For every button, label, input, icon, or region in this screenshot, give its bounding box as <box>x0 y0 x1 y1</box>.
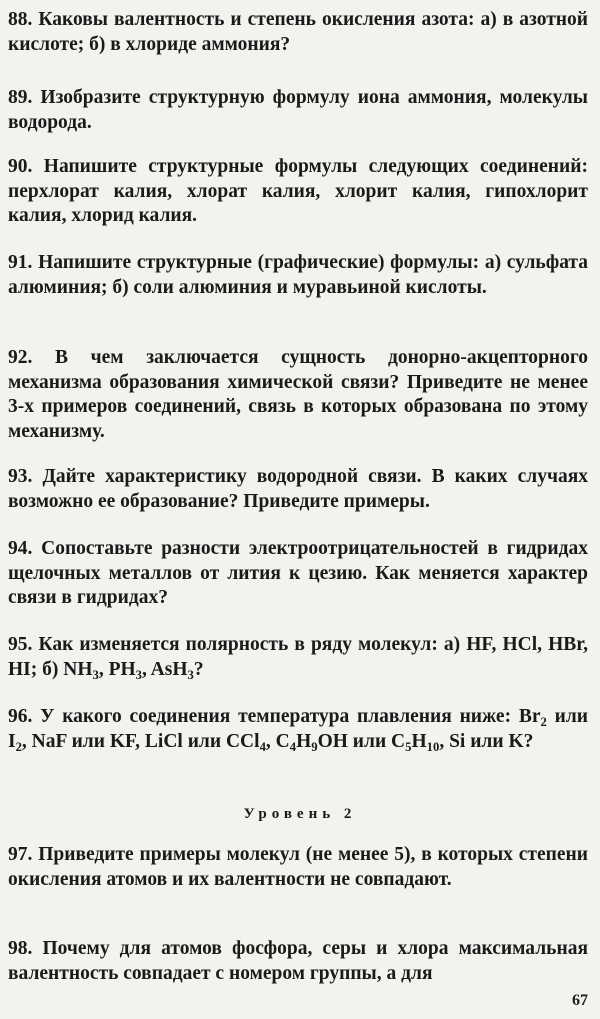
section-title: Уровень 2 <box>243 806 357 822</box>
problem-88 <box>8 8 588 57</box>
problem-93 <box>8 465 588 514</box>
problem-number: 98. <box>8 938 33 959</box>
page-number: 67 <box>572 992 588 1009</box>
problem-number: 96. <box>8 706 33 727</box>
problem-number: 93. <box>8 466 33 487</box>
problem-text: Дайте характеристику водородной связи. В каких случаях возможно ее образование? Приведите примеры. <box>8 466 588 512</box>
problem-98 <box>8 937 588 986</box>
problem-number: 88. <box>8 9 33 30</box>
problem-number: 90. <box>8 156 33 177</box>
problem-92 <box>8 346 588 444</box>
problem-number: 89. <box>8 87 33 108</box>
problem-number: 97. <box>8 844 33 865</box>
problem-text: Как изменяется полярность в ряду молекул: а) HF, HCl, HBr, HI; б) $NH_3$, $PH_3$, AsH$_3$? <box>8 634 588 682</box>
problem-text: У какого соединения температура плавления ниже: $Br_2$ или $I_2$, NaF или KF, LiCl или CCl$_4$, $C_4H_9OH$ или $C_5H_{10}$, Si или K? <box>8 706 588 754</box>
problem-90 <box>8 155 588 229</box>
problem-number: 91. <box>8 252 33 273</box>
problem-text: Напишите структурные (графические) формулы: а) сульфата алюминия; б) соли алюминия и муравьиной кислоты. <box>8 252 589 298</box>
problem-number: 94. <box>8 538 33 559</box>
problem-text: Изобразите структурную формулу иона аммония, молекулы водорода. <box>8 87 588 133</box>
problem-94 <box>8 537 588 611</box>
problem-89 <box>8 86 588 135</box>
problem-95 <box>8 633 588 682</box>
problem-91 <box>8 251 588 300</box>
problem-text: Приведите примеры молекул (не менее 5), в которых степени окисления атомов и их валентности не совпадают. <box>8 844 588 890</box>
problem-96 <box>8 705 588 754</box>
problem-text: Сопоставьте разности электроотрицательностей в гидридах щелочных металлов от лития к цезию. Как меняется характер связи в гидридах? <box>8 538 588 608</box>
problem-text: Каковы валентность и степень окисления азота: а) в азотной кислоте; б) в хлориде аммония? <box>8 9 589 55</box>
problem-number: 92. <box>8 347 33 368</box>
problem-number: 95. <box>8 634 33 655</box>
problem-text: Напишите структурные формулы следующих соединений: перхлорат калия, хлорат калия, хлорит калия, гипохлорит калия, хлорид калия. <box>8 156 588 226</box>
problem-97 <box>8 843 588 892</box>
problem-text: В чем заключается сущность донорно-акцепторного механизма образования химической связи? Приведите не менее 3-х примеров соединений, связь в которых образована по этому механизму. <box>8 347 589 442</box>
problem-text: Почему для атомов фосфора, серы и хлора максимальная валентность совпадает с номером группы, а для <box>8 938 589 984</box>
